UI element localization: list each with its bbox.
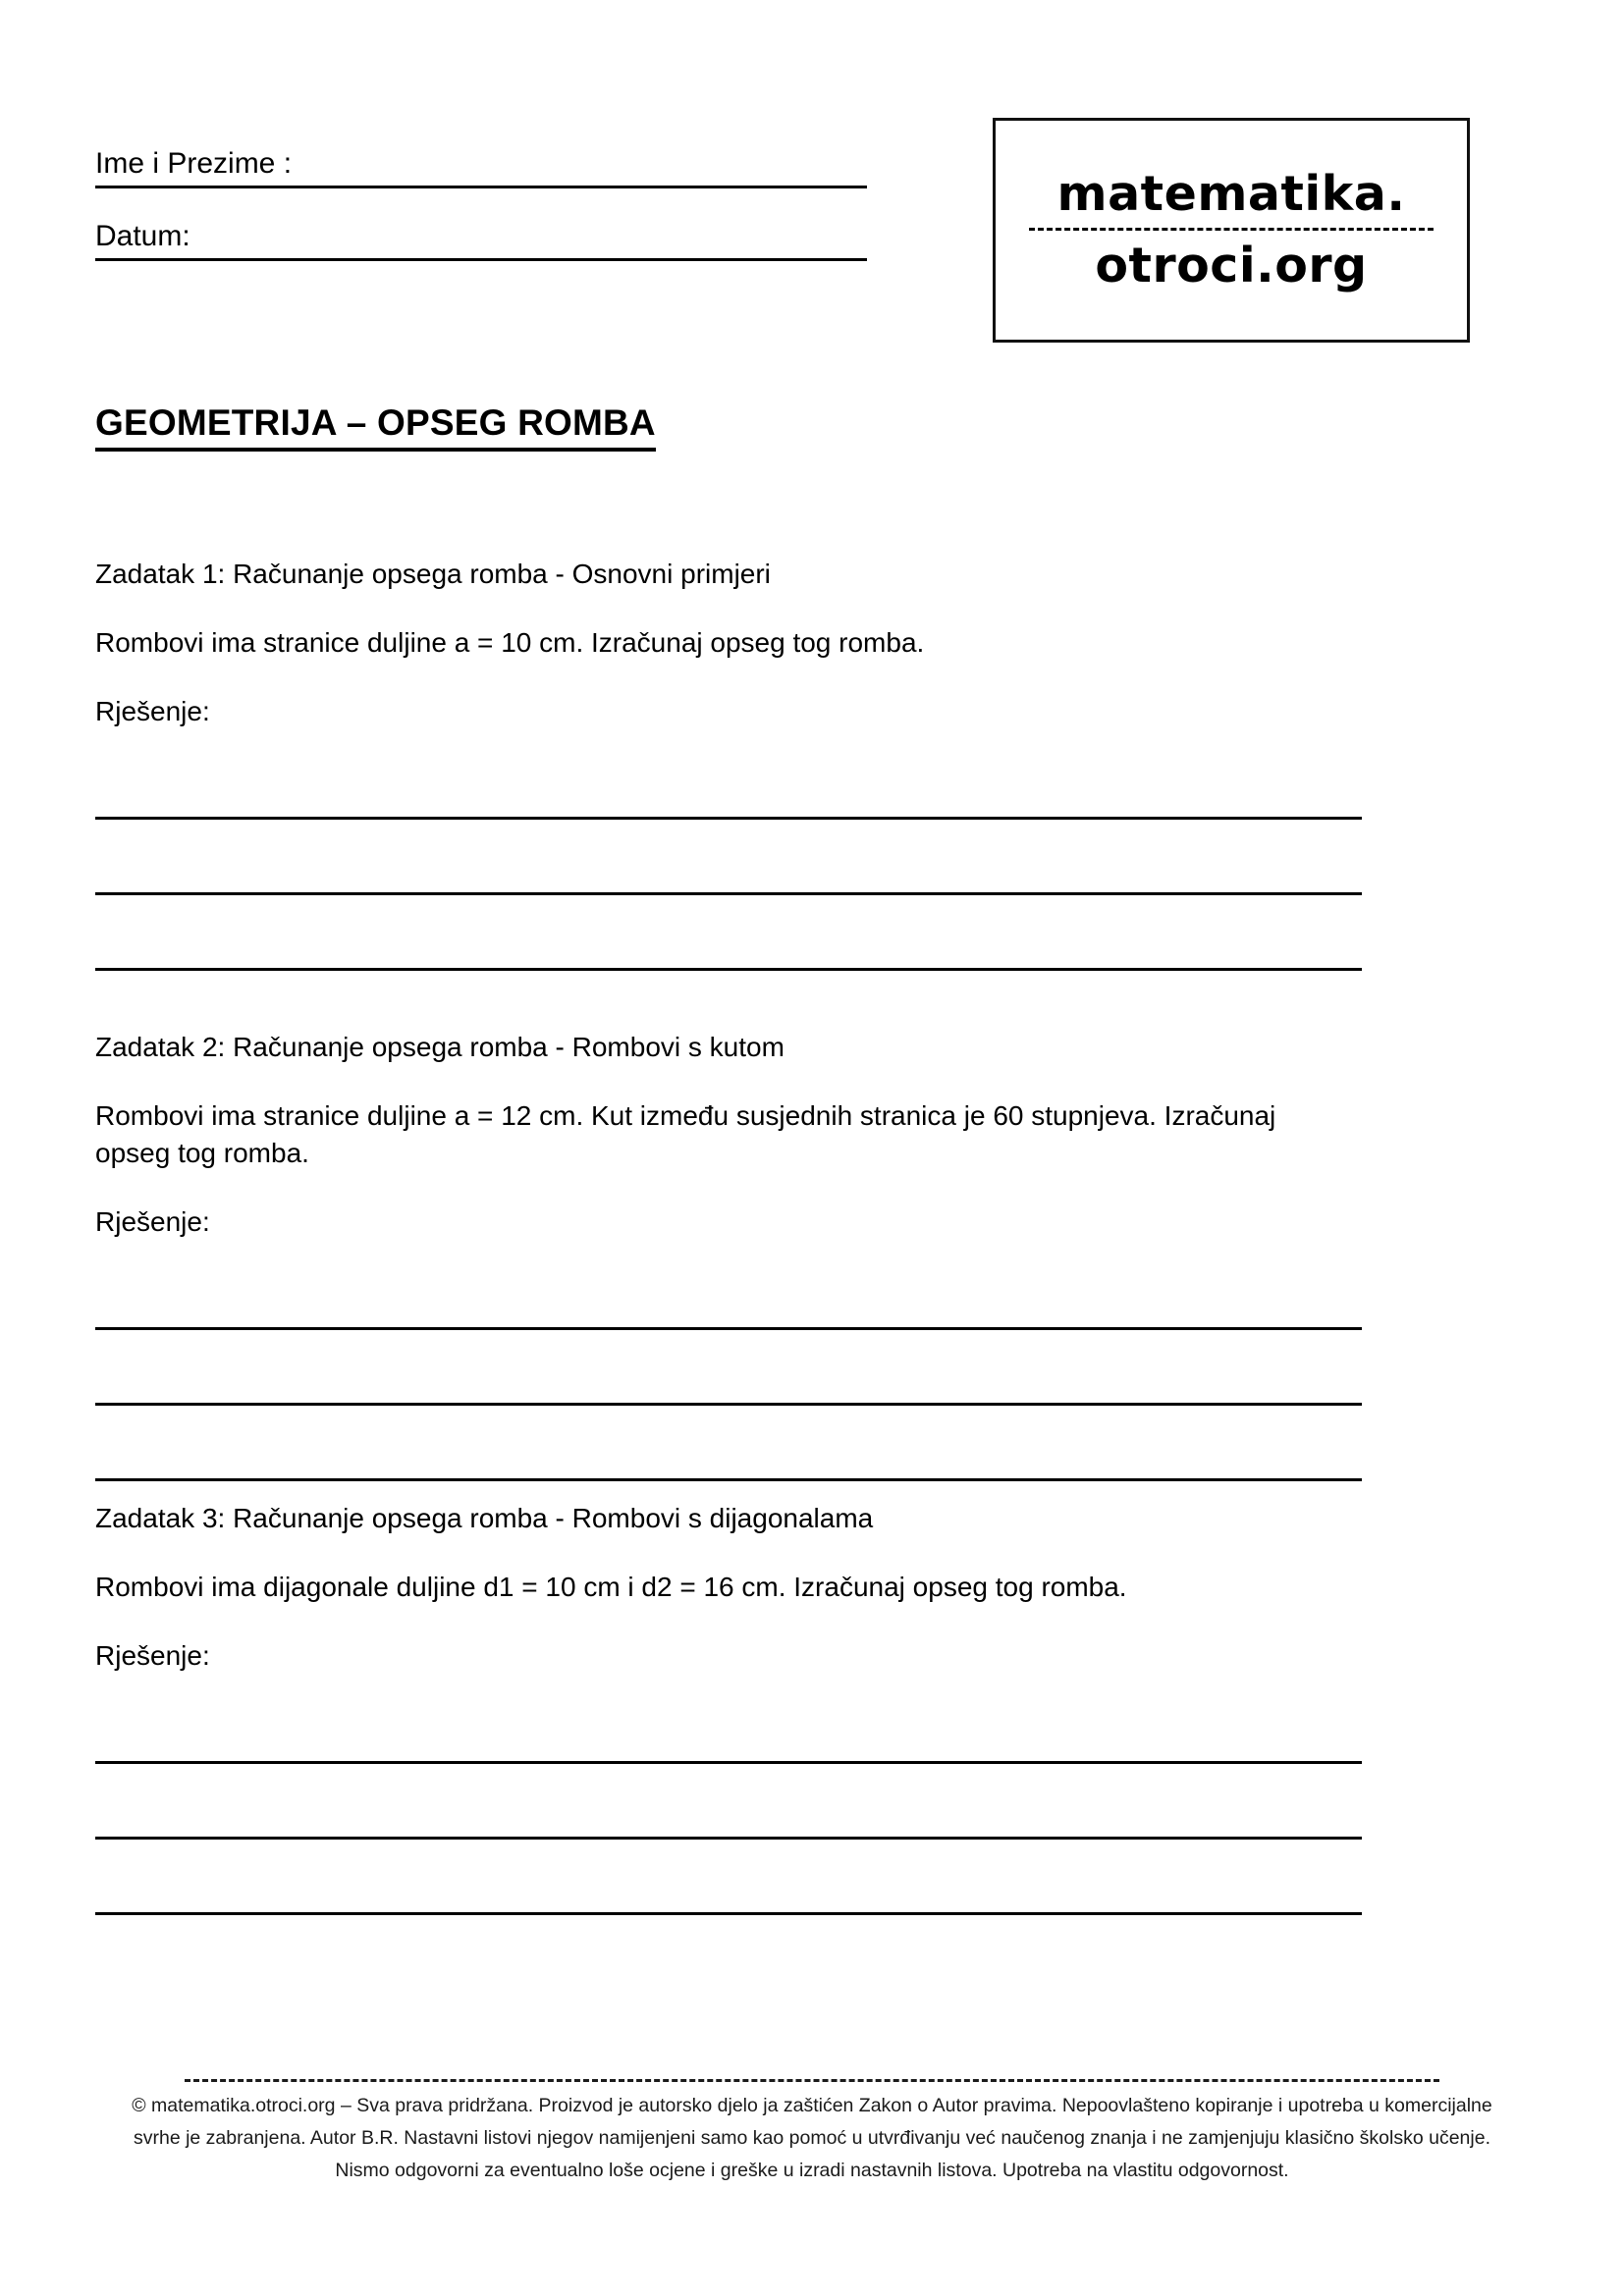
page-title: GEOMETRIJA – OPSEG ROMBA <box>95 402 656 452</box>
brand-logo-line-1: matematika. <box>1056 166 1406 222</box>
answer-line[interactable] <box>95 895 1362 971</box>
answer-line[interactable] <box>95 1406 1362 1481</box>
date-field-row[interactable] <box>95 218 867 261</box>
student-name-label: Ime i Prezime : <box>95 145 292 188</box>
copyright-line-1: © matematika.otroci.org – Sva prava pridržana. Proizvod je autorsko djelo ja zaštićen Zakon o Autor pravima. Nepoovlašteno kopiranje i upotreba u komercijalne <box>132 2095 1492 2116</box>
task-1-heading: Zadatak 1: Računanje opsega romba - Osnovni primjeri <box>95 559 771 589</box>
brand-logo-box <box>993 118 1470 343</box>
answer-line[interactable] <box>95 1714 1362 1764</box>
copyright-line-3: Nismo odgovorni za eventualno loše ocjene i greške u izradi nastavnih listova. Upotreba na vlastitu odgovornost. <box>335 2160 1289 2181</box>
task-3-answer-lines <box>95 1714 1362 1915</box>
page-header <box>0 0 1624 353</box>
footer-dashed-divider-icon <box>185 2079 1439 2082</box>
answer-line[interactable] <box>95 820 1362 895</box>
task-block-2 <box>95 1029 1362 1481</box>
copyright-line-2: svrhe je zabranjena. Autor B.R. Nastavni listovi njegov namijenjeni samo kao pomoć u utvrđivanju već naučenog znanja i ne zamjenjuju klasično školsko učenje. <box>133 2127 1490 2149</box>
answer-line[interactable] <box>95 1840 1362 1915</box>
date-writing-line[interactable] <box>190 221 867 261</box>
task-1-solution-label: Rješenje: <box>95 696 210 726</box>
answer-line[interactable] <box>95 1764 1362 1840</box>
task-3-body: Rombovi ima dijagonale duljine d1 = 10 cm i d2 = 16 cm. Izračunaj opseg tog romba. <box>95 1572 1127 1602</box>
student-name-writing-line[interactable] <box>292 148 867 188</box>
task-block-1 <box>95 556 1362 971</box>
task-1-answer-lines <box>95 770 1362 971</box>
student-name-field-row[interactable] <box>95 145 867 188</box>
date-label: Datum: <box>95 218 190 261</box>
answer-line[interactable] <box>95 1280 1362 1330</box>
task-3-solution-label: Rješenje: <box>95 1640 210 1671</box>
copyright-notice <box>95 2090 1529 2187</box>
task-2-heading: Zadatak 2: Računanje opsega romba - Rombovi s kutom <box>95 1032 785 1062</box>
task-2-solution-label: Rješenje: <box>95 1206 210 1237</box>
task-3-heading: Zadatak 3: Računanje opsega romba - Rombovi s dijagonalama <box>95 1503 874 1533</box>
page-footer <box>0 2079 1624 2187</box>
task-2-answer-lines <box>95 1280 1362 1481</box>
dashed-divider-icon <box>1029 228 1434 231</box>
task-1-body: Rombovi ima stranice duljine a = 10 cm. Izračunaj opseg tog romba. <box>95 627 925 658</box>
task-2-body: Rombovi ima stranice duljine a = 12 cm. Kut između susjednih stranica je 60 stupnjeva. Izračunaj opseg tog romba. <box>95 1100 1276 1168</box>
answer-line[interactable] <box>95 770 1362 820</box>
task-block-3 <box>95 1500 1362 1915</box>
brand-logo-line-2: otroci.org <box>1095 238 1368 294</box>
answer-line[interactable] <box>95 1330 1362 1406</box>
